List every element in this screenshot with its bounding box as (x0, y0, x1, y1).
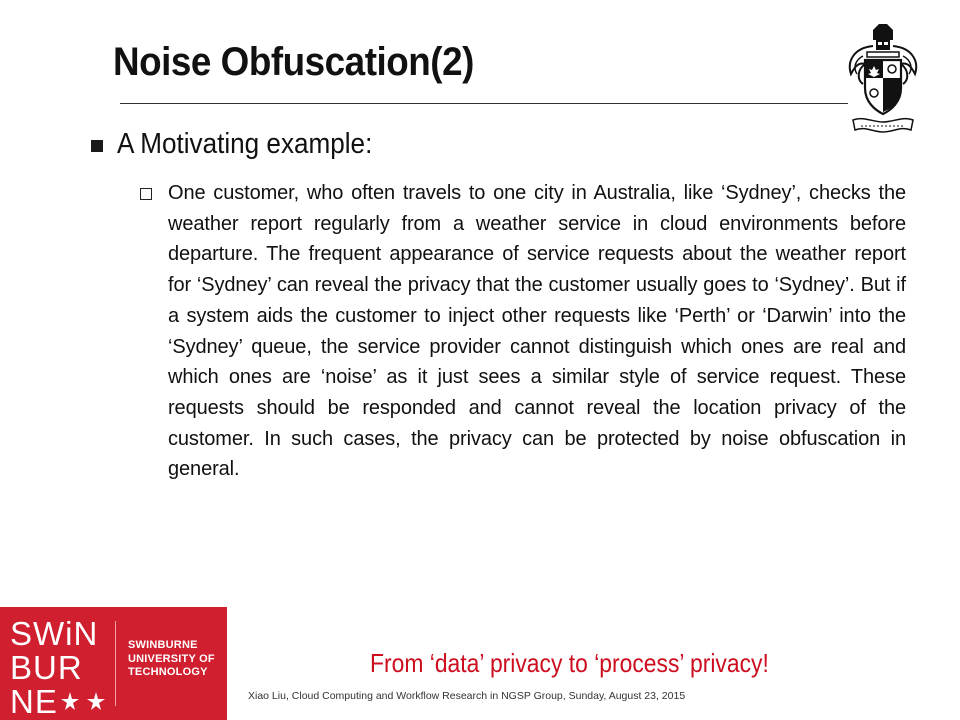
slide-title: Noise Obfuscation(2) (113, 40, 474, 84)
logo-mark-line-3: NE (10, 683, 58, 720)
main-bullet-text: A Motivating example: (117, 128, 373, 160)
tagline: From ‘data’ privacy to ‘process’ privacy! (370, 648, 769, 678)
logo-wordmark (116, 607, 215, 720)
crest-icon (843, 22, 923, 140)
logo-mark-line-1: SWiN (10, 615, 99, 652)
footer-text: Xiao Liu, Cloud Computing and Workflow Research in NGSP Group, Sunday, August 23, 2015 (248, 690, 686, 702)
example-paragraph: One customer, who often travels to one city in Australia, like ‘Sydney’, checks the weather report regularly from a weather service in cloud environments before departure. The frequent appearance of service requests about the weather report for ‘Sydney’ can reveal the privacy that the customer usually goes to ‘Sydney’. But if a system aids the customer to inject other requests like ‘Perth’ or ‘Darwin’ into the ‘Sydney’ queue, the service provider cannot distinguish which ones are real and which ones are ‘noise’ as it just sees a similar style of service request. These requests should be responded and cannot reveal the location privacy of the customer. In such cases, the privacy can be protected by noise obfuscation in general. (168, 182, 906, 481)
filled-square-bullet-icon (91, 140, 103, 152)
logo-mark (0, 607, 115, 720)
swinburne-logo (0, 607, 227, 720)
title-underline (120, 103, 848, 104)
star-icon (86, 691, 106, 711)
logo-name-line-2: UNIVERSITY OF (128, 652, 215, 665)
logo-name-line-1: SWINBURNE (128, 639, 198, 651)
logo-mark-line-2: BUR (10, 649, 83, 686)
main-bullet (91, 128, 401, 161)
logo-name-line-3: TECHNOLOGY (128, 666, 208, 678)
hollow-square-bullet-icon (140, 188, 152, 200)
star-icon (60, 691, 80, 711)
